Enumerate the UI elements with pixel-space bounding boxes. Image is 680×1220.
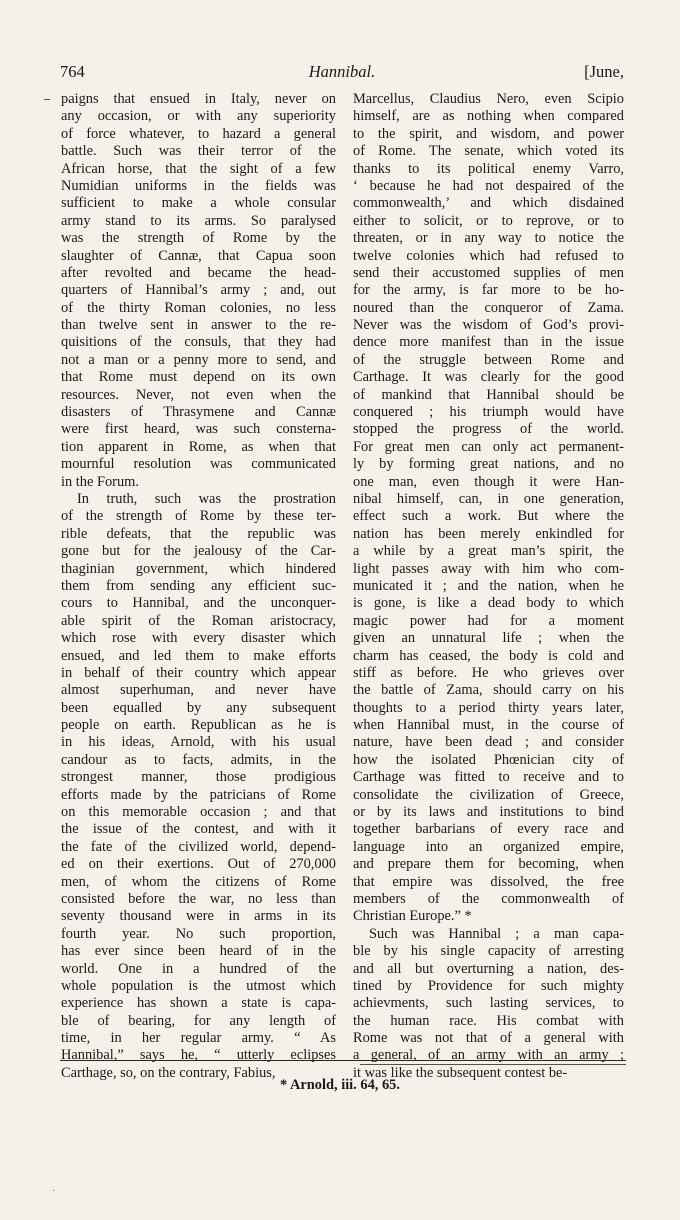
text-line: strongest manner, those prodigious bbox=[61, 769, 336, 786]
text-line: in behalf of their country which appear bbox=[61, 664, 336, 681]
text-line: consolidate the civilization of Greece, bbox=[353, 786, 624, 803]
text-line: in the Forum. bbox=[61, 473, 139, 490]
text-line: Marcellus, Claudius Nero, even Scipio bbox=[353, 91, 624, 107]
text-line: candour as to facts, admits, in the bbox=[61, 751, 336, 768]
text-line: not a man or a penny more to send, and bbox=[61, 351, 336, 368]
text-line: how the isolated Phœnician city of bbox=[353, 751, 624, 768]
text-line: of mankind that Hannibal should be bbox=[353, 386, 624, 403]
text-line: able spirit of the Roman aristocracy, bbox=[61, 612, 336, 629]
text-line: Carthage, so, on the contrary, Fabius, bbox=[61, 1064, 276, 1081]
right-text-column bbox=[353, 91, 624, 1082]
text-line: it was like the subsequent contest be- bbox=[353, 1064, 568, 1081]
text-line: slaughter of Cannæ, that Capua soon bbox=[61, 247, 336, 264]
footnote-rule bbox=[60, 1060, 626, 1061]
text-line: consisted before the war, no less than bbox=[61, 890, 336, 907]
running-title: Hannibal. bbox=[308, 62, 376, 81]
text-line: one man, even though it were Han- bbox=[353, 473, 624, 490]
text-line: of force whatever, to hazard a general bbox=[61, 125, 336, 142]
text-line: were first heard, was such consterna- bbox=[61, 421, 336, 438]
text-line: tion apparent in Rome, as when that bbox=[61, 438, 336, 455]
text-line: which rose with every disaster which bbox=[61, 630, 336, 647]
text-line: of Rome. The senate, which voted its bbox=[353, 143, 624, 160]
text-line: achievments, such lasting services, to bbox=[353, 995, 624, 1012]
text-line: language into an organized empire, bbox=[353, 838, 624, 855]
text-line: commonwealth,’ and which disdained bbox=[353, 195, 624, 212]
header-month: [June, bbox=[584, 62, 624, 81]
text-line: dence more manifest than in the issue bbox=[353, 334, 624, 351]
text-line: conquered ; his triumph would have bbox=[353, 404, 624, 421]
text-line: the battle of Zama, should carry on his bbox=[353, 682, 624, 699]
text-line: after revolted and became the head- bbox=[61, 264, 336, 281]
text-line: Hannibal,” says he, “ utterly eclipses bbox=[61, 1047, 336, 1064]
text-line: world. One in a hundred of the bbox=[61, 960, 336, 977]
text-line: In truth, such was the prostration bbox=[77, 490, 336, 507]
text-line: ed on their exertions. Out of 270,000 bbox=[61, 856, 336, 873]
text-line: stopped the progress of the world. bbox=[353, 421, 624, 438]
text-line: magic power had for a moment bbox=[353, 612, 624, 629]
text-line: the issue of the contest, and with it bbox=[61, 821, 336, 838]
text-line: that Rome must depend on its own bbox=[61, 369, 336, 386]
footnote-rule-thin bbox=[360, 1064, 626, 1065]
text-line: ble by his single capacity of arresting bbox=[353, 943, 624, 960]
left-text-column bbox=[61, 91, 336, 1082]
text-line: in his ideas, Arnold, with his usual bbox=[61, 734, 336, 751]
text-line: almost superhuman, and never have bbox=[61, 682, 336, 699]
text-line: people on earth. Republican as he is bbox=[61, 717, 336, 734]
text-line: ‘ because he had not despaired of the bbox=[353, 177, 624, 194]
text-line: thanks to its political enemy Varro, bbox=[353, 160, 624, 177]
text-line: thoughts to a period thirty years later, bbox=[353, 699, 624, 716]
text-line: army stand to its arms. So paralysed bbox=[61, 212, 336, 229]
text-line: was the strength of Rome by the bbox=[61, 230, 336, 247]
text-line: fourth year. No such proportion, bbox=[61, 925, 336, 942]
text-line: is gone, is like a dead body to which bbox=[353, 595, 624, 612]
text-line: of the thirty Roman colonies, no less bbox=[61, 299, 336, 316]
text-line: paigns that ensued in Italy, never on bbox=[61, 91, 336, 107]
page-number: 764 bbox=[60, 62, 85, 81]
margin-mark bbox=[44, 99, 50, 100]
text-line: cours to Hannibal, and the unconquer- bbox=[61, 595, 336, 612]
text-line: them from sending any efficient suc- bbox=[61, 577, 336, 594]
text-line: nation has been merely enkindled for bbox=[353, 525, 624, 542]
text-line: Carthage was fitted to receive and to bbox=[353, 769, 624, 786]
text-line: Such was Hannibal ; a man capa- bbox=[369, 925, 624, 942]
text-line: time, in her regular army. “ As bbox=[61, 1030, 336, 1047]
running-header bbox=[60, 62, 624, 84]
text-line: nibal himself, can, in one generation, bbox=[353, 490, 624, 507]
text-line: whole population is the utmost which bbox=[61, 977, 336, 994]
text-line: on this memorable occasion ; and that bbox=[61, 804, 336, 821]
text-line: the human race. His combat with bbox=[353, 1012, 624, 1029]
text-line: himself, are as nothing when compared bbox=[353, 108, 624, 125]
text-line: sufficient to make a whole consular bbox=[61, 195, 336, 212]
text-line: for the army, is far more to be ho- bbox=[353, 282, 624, 299]
text-line: of the struggle between Rome and bbox=[353, 351, 624, 368]
text-line: battle. Such was their terror of the bbox=[61, 143, 336, 160]
text-line: a general, of an army with an army ; bbox=[353, 1047, 624, 1064]
text-line: effect such a work. But where the bbox=[353, 508, 624, 525]
text-line: together barbarians of every race and bbox=[353, 821, 624, 838]
text-line: disasters of Thrasymene and Cannæ bbox=[61, 404, 336, 421]
text-line: Never was the wisdom of God’s provi- bbox=[353, 317, 624, 334]
paper-speck: · bbox=[52, 1186, 56, 1197]
text-line: light passes away with him who com- bbox=[353, 560, 624, 577]
text-line: a while by a great man’s spirit, the bbox=[353, 543, 624, 560]
text-line: stiff as before. He who grieves over bbox=[353, 664, 624, 681]
text-line: been equalled by any subsequent bbox=[61, 699, 336, 716]
text-line: men, of whom the citizens of Rome bbox=[61, 873, 336, 890]
text-line: ble of bearing, for any length of bbox=[61, 1012, 336, 1029]
text-line: African horse, that the sight of a few bbox=[61, 160, 336, 177]
text-line: has ever since been heard of in the bbox=[61, 943, 336, 960]
text-line: Carthage. It was clearly for the good bbox=[353, 369, 624, 386]
text-line: municated it ; and the nation, when he bbox=[353, 577, 624, 594]
text-line: charm has ceased, the body is cold and bbox=[353, 647, 624, 664]
text-line: rible defeats, that the republic was bbox=[61, 525, 336, 542]
text-line: threaten, or in any way to notice the bbox=[353, 230, 624, 247]
text-line: when Hannibal must, in the course of bbox=[353, 717, 624, 734]
text-line: and all but overturning a nation, des- bbox=[353, 960, 624, 977]
text-line: twelve colonies which had refused to bbox=[353, 247, 624, 264]
text-line: gone but for the jealousy of the Car- bbox=[61, 543, 336, 560]
text-line: to the spirit, and wisdom, and power bbox=[353, 125, 624, 142]
text-line: any occasion, or with any superiority bbox=[61, 108, 336, 125]
text-line: members of the commonwealth of bbox=[353, 890, 624, 907]
text-line: mournful resolution was communicated bbox=[61, 456, 336, 473]
text-line: Rome was not that of a general with bbox=[353, 1030, 624, 1047]
text-line: either to solicit, or to reprove, or to bbox=[353, 212, 624, 229]
text-line: send their accustomed supplies of men bbox=[353, 264, 624, 281]
text-line: or by its laws and institutions to bind bbox=[353, 804, 624, 821]
text-line: and prepare them for becoming, when bbox=[353, 856, 624, 873]
text-line: the fate of the civilized world, depend- bbox=[61, 838, 336, 855]
text-line: ly by forming great nations, and no bbox=[353, 456, 624, 473]
text-line: quisitions of the consuls, that they had bbox=[61, 334, 336, 351]
text-line: resources. Never, not even when the bbox=[61, 386, 336, 403]
text-line: efforts made by the patricians of Rome bbox=[61, 786, 336, 803]
text-line: seventy thousand were in arms in its bbox=[61, 908, 336, 925]
footnote: * Arnold, iii. 64, 65. bbox=[280, 1077, 400, 1093]
text-line: For great men can only act permanent- bbox=[353, 438, 624, 455]
text-line: quarters of Hannibal’s army ; and, out bbox=[61, 282, 336, 299]
text-line: given an unnatural life ; when the bbox=[353, 630, 624, 647]
text-line: noured than the conqueror of Zama. bbox=[353, 299, 624, 316]
text-line: of the strength of Rome by these ter- bbox=[61, 508, 336, 525]
text-line: than twelve sent in answer to the re- bbox=[61, 317, 336, 334]
text-line: experience has shown a state is capa- bbox=[61, 995, 336, 1012]
text-line: tined by Providence for such mighty bbox=[353, 977, 624, 994]
text-line: nature, have been dead ; and consider bbox=[353, 734, 624, 751]
text-line: Numidian uniforms in the fields was bbox=[61, 177, 336, 194]
text-line: that empire was dissolved, the free bbox=[353, 873, 624, 890]
text-line: ensued, and led them to make efforts bbox=[61, 647, 336, 664]
text-line: Christian Europe.” * bbox=[353, 908, 472, 925]
text-line: thaginian government, which hindered bbox=[61, 560, 336, 577]
